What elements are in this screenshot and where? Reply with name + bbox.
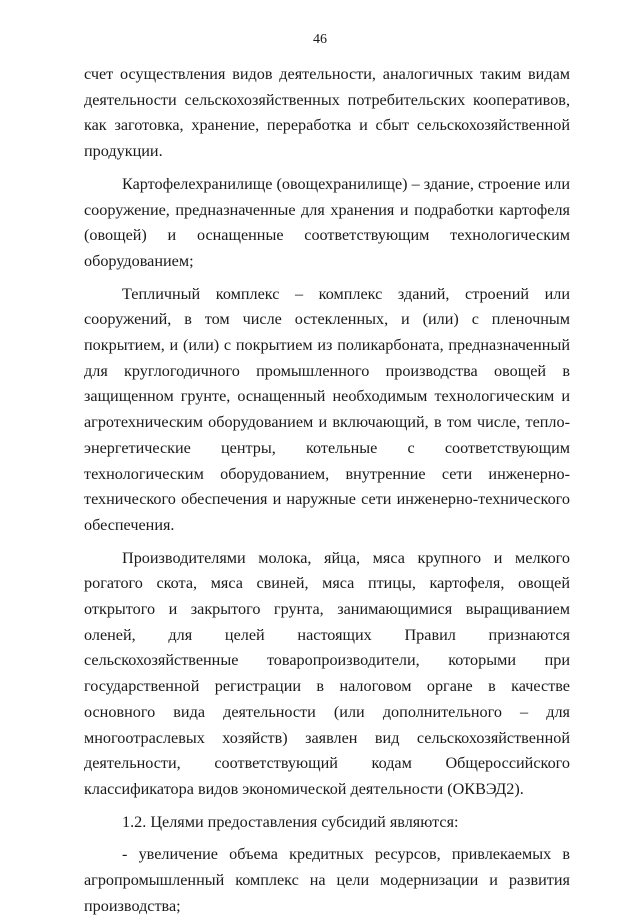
paragraph-goal-item-1: - увеличение объема кредитных ресурсов, привлекаемых в агропромышленный комплекс на цели модернизации и развития производства;: [84, 845, 570, 915]
document-body: [84, 62, 570, 920]
paragraph-producers-definition: Производителями молока, яйца, мяса крупного и мелкого рогатого скота, мяса свиней, мяса птицы, картофеля, овощей открытого и закрытого грунта, занимающимися выращиванием оленей, для целей настоящих Правил признаются сельскохозяйственные товаропроизводители, которыми при государственной регистрации в налоговом органе в качестве основного вида деятельности (или дополнительного – для многоотраслевых хозяйств) заявлен вид сельскохозяйственной деятельности, соответствующий кодам Общероссийского классификатора видов экономической деятельности (ОКВЭД2).: [84, 548, 570, 798]
paragraph-subsidy-goals-heading: 1.2. Целями предоставления субсидий являются:: [122, 812, 459, 831]
paragraph-greenhouse-complex-definition: Тепличный комплекс – комплекс зданий, строений или сооружений, в том числе остекленных, и (или) с пленочным покрытием, и (или) с покрытием из поликарбоната, предназначенный для круглогодичного промышленного производства овощей в защищенном грунте, оснащенный необходимым технологическим и агротехническим оборудованием и включающий, в том числе, тепло-энергетические центры, котельные с соответствующим технологическим оборудованием, внутренние сети инженерно-технического обеспечения и наружные сети инженерно-технического обеспечения.: [84, 284, 570, 534]
page-number: 46: [313, 32, 327, 47]
paragraph-potato-storage-definition: Картофелехранилище (овощехранилище) – здание, строение или сооружение, предназначенные для хранения и подработки картофеля (овощей) и оснащенные соответствующим технологическим оборудованием;: [84, 174, 570, 270]
paragraph-continuation: счет осуществления видов деятельности, аналогичных таким видам деятельности сельскохозяйственных потребительских кооперативов, как заготовка, хранение, переработка и сбыт сельскохозяйственной продукции.: [84, 65, 570, 161]
